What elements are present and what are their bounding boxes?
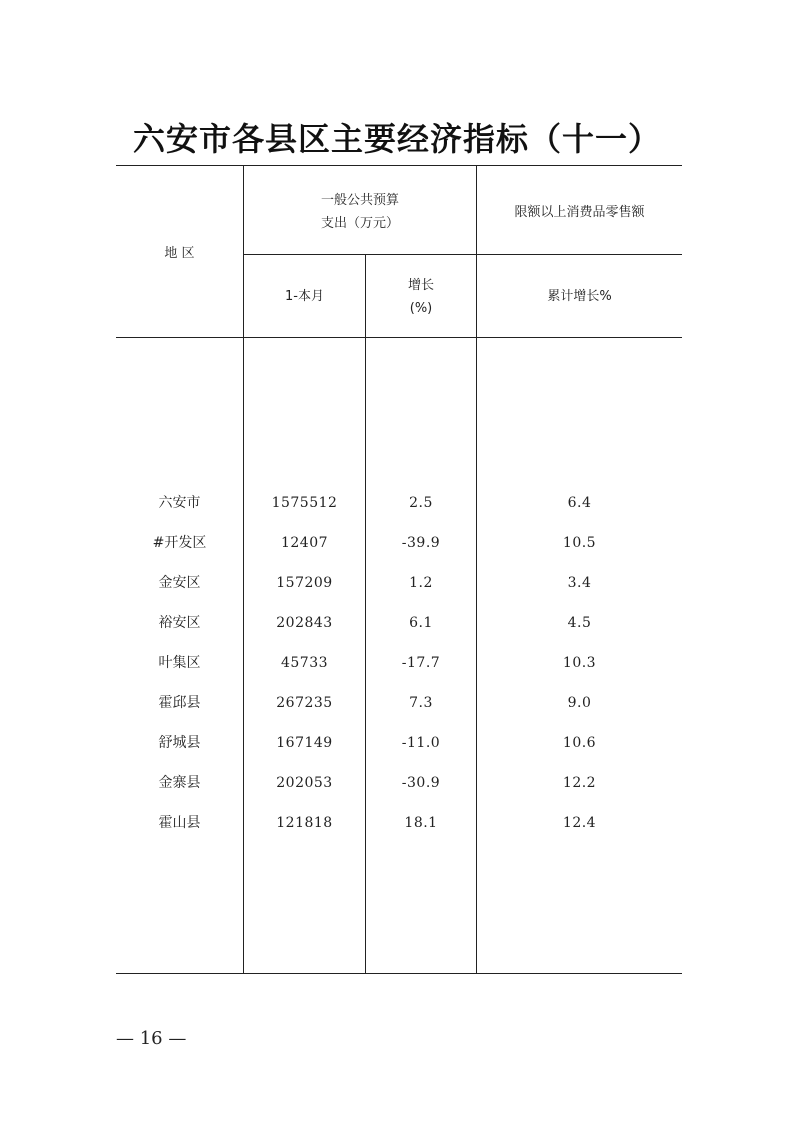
header-cum-growth: 累计增长% bbox=[547, 289, 612, 304]
header-ytd: 1-本月 bbox=[285, 289, 324, 304]
growth-cell: 18.1 bbox=[404, 815, 438, 831]
region-cell: #开发区 bbox=[152, 535, 207, 551]
growth-cell: -17.7 bbox=[401, 655, 441, 671]
ytd-cell: 202843 bbox=[276, 615, 333, 631]
growth-cell: 6.1 bbox=[409, 615, 433, 631]
cum-growth-cell: 9.0 bbox=[567, 695, 592, 711]
growth-cell: -39.9 bbox=[401, 535, 441, 551]
growth-cell: -11.0 bbox=[401, 735, 441, 751]
growth-cell: -30.9 bbox=[401, 775, 441, 791]
cum-growth-cell: 10.5 bbox=[562, 535, 597, 551]
header-bottom-rule bbox=[116, 337, 682, 338]
page-title: 六安市各县区主要经济指标（十一） bbox=[132, 120, 661, 158]
cum-growth-cell: 10.3 bbox=[562, 655, 597, 671]
region-cell: 金寨县 bbox=[158, 775, 201, 791]
growth-cell: 1.2 bbox=[409, 575, 433, 591]
region-cell: 叶集区 bbox=[158, 655, 201, 671]
ytd-cell: 45733 bbox=[280, 655, 329, 671]
header-mid-rule bbox=[244, 254, 682, 255]
cum-growth-cell: 10.6 bbox=[562, 735, 597, 751]
region-cell: 霍邱县 bbox=[158, 695, 201, 711]
header-budget-line2: 支出（万元） bbox=[320, 216, 399, 231]
ytd-cell: 121818 bbox=[276, 815, 333, 831]
ytd-cell: 202053 bbox=[276, 775, 333, 791]
header-region: 地 区 bbox=[164, 246, 195, 261]
cum-growth-cell: 3.4 bbox=[567, 575, 592, 591]
cum-growth-cell: 12.4 bbox=[562, 815, 597, 831]
ytd-cell: 157209 bbox=[276, 575, 333, 591]
growth-cell: 2.5 bbox=[409, 495, 433, 511]
cum-growth-cell: 12.2 bbox=[562, 775, 597, 791]
region-cell: 霍山县 bbox=[158, 815, 201, 831]
ytd-cell: 267235 bbox=[276, 695, 333, 711]
region-cell: 六安市 bbox=[158, 495, 201, 511]
ytd-cell: 167149 bbox=[276, 735, 333, 751]
header-retail: 限额以上消费品零售额 bbox=[514, 205, 645, 220]
region-cell: 金安区 bbox=[158, 575, 201, 591]
ytd-cell: 12407 bbox=[280, 535, 329, 551]
cum-growth-cell: 6.4 bbox=[567, 495, 592, 511]
header-growth-line1: 增长 bbox=[407, 278, 434, 293]
growth-cell: 7.3 bbox=[409, 695, 433, 711]
table-top-rule bbox=[116, 165, 682, 166]
ytd-cell: 1575512 bbox=[271, 495, 338, 511]
table-bottom-rule bbox=[116, 973, 682, 974]
page-number: — 16 — bbox=[116, 1028, 187, 1049]
header-growth-line2: (%) bbox=[409, 301, 433, 316]
region-cell: 舒城县 bbox=[158, 735, 201, 751]
region-cell: 裕安区 bbox=[158, 615, 201, 631]
header-budget-line1: 一般公共预算 bbox=[320, 193, 399, 208]
cum-growth-cell: 4.5 bbox=[567, 615, 592, 631]
